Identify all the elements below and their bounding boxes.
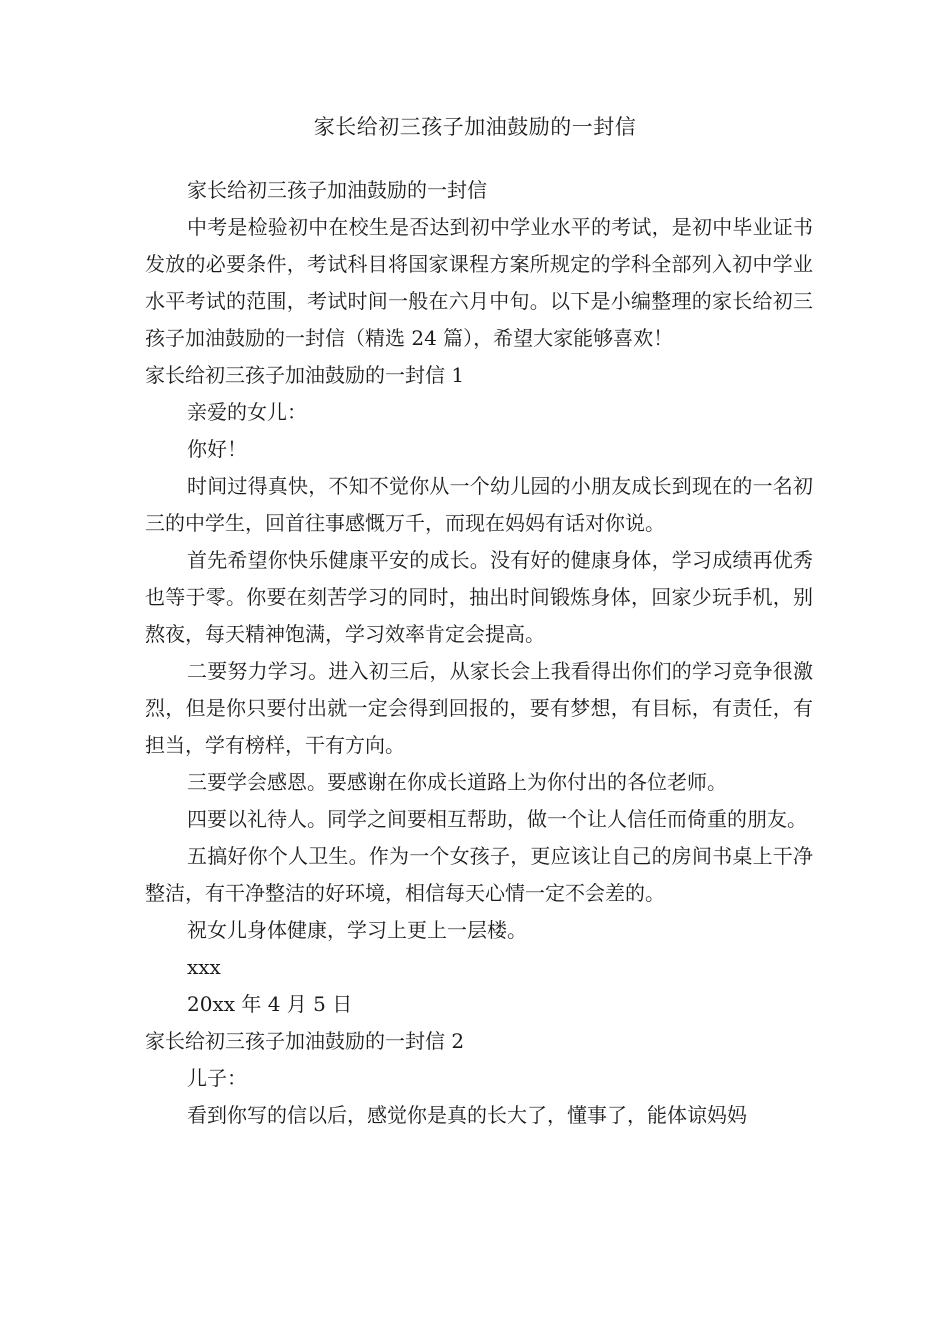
section-heading: 家长给初三孩子加油鼓励的一封信 2 — [145, 1029, 465, 1053]
paragraph: 儿子： — [187, 1066, 247, 1090]
paragraph: 三要学会感恩。要感谢在你成长道路上为你付出的各位老师。 — [187, 770, 727, 794]
paragraph: 看到你写的信以后，感觉你是真的长大了，懂事了，能体谅妈妈 — [187, 1103, 747, 1127]
document-body — [145, 172, 813, 1134]
paragraph: 家长给初三孩子加油鼓励的一封信 — [187, 178, 487, 202]
paragraph: 祝女儿身体健康，学习上更上一层楼。 — [187, 918, 527, 942]
paragraph: 首先希望你快乐健康平安的成长。没有好的健康身体，学习成绩再优秀也等于零。你要在刻苦学习的同时，抽出时间锻炼身体，回家少玩手机，别熬夜，每天精神饱满，学习效率肯定会提高。 — [145, 548, 813, 646]
paragraph: 时间过得真快，不知不觉你从一个幼儿园的小朋友成长到现在的一名初三的中学生，回首往事感慨万千，而现在妈妈有话对你说。 — [145, 474, 813, 535]
section-heading: 家长给初三孩子加油鼓励的一封信 1 — [145, 363, 465, 387]
paragraph: 五搞好你个人卫生。作为一个女孩子，更应该让自己的房间书桌上干净整洁，有干净整洁的好环境，相信每天心情一定不会差的。 — [145, 844, 813, 905]
paragraph: 四要以礼待人。同学之间要相互帮助，做一个让人信任而倚重的朋友。 — [187, 807, 807, 831]
paragraph: xxx — [187, 955, 221, 979]
paragraph: 亲爱的女儿： — [187, 400, 307, 424]
paragraph: 你好！ — [187, 437, 247, 461]
paragraph: 中考是检验初中在校生是否达到初中学业水平的考试，是初中毕业证书发放的必要条件，考试科目将国家课程方案所规定的学科全部列入初中学业水平考试的范围，考试时间一般在六月中旬。以下是小编整理的家长给初三孩子加油鼓励的一封信（精选 24 篇），希望大家能够喜欢！ — [145, 215, 813, 350]
document-title: 家长给初三孩子加油鼓励的一封信 — [313, 115, 637, 139]
paragraph: 20xx 年 4 月 5 日 — [187, 992, 353, 1016]
paragraph: 二要努力学习。进入初三后，从家长会上我看得出你们的学习竞争很激烈，但是你只要付出就一定会得到回报的，要有梦想，有目标，有责任，有担当，学有榜样，干有方向。 — [145, 659, 813, 757]
